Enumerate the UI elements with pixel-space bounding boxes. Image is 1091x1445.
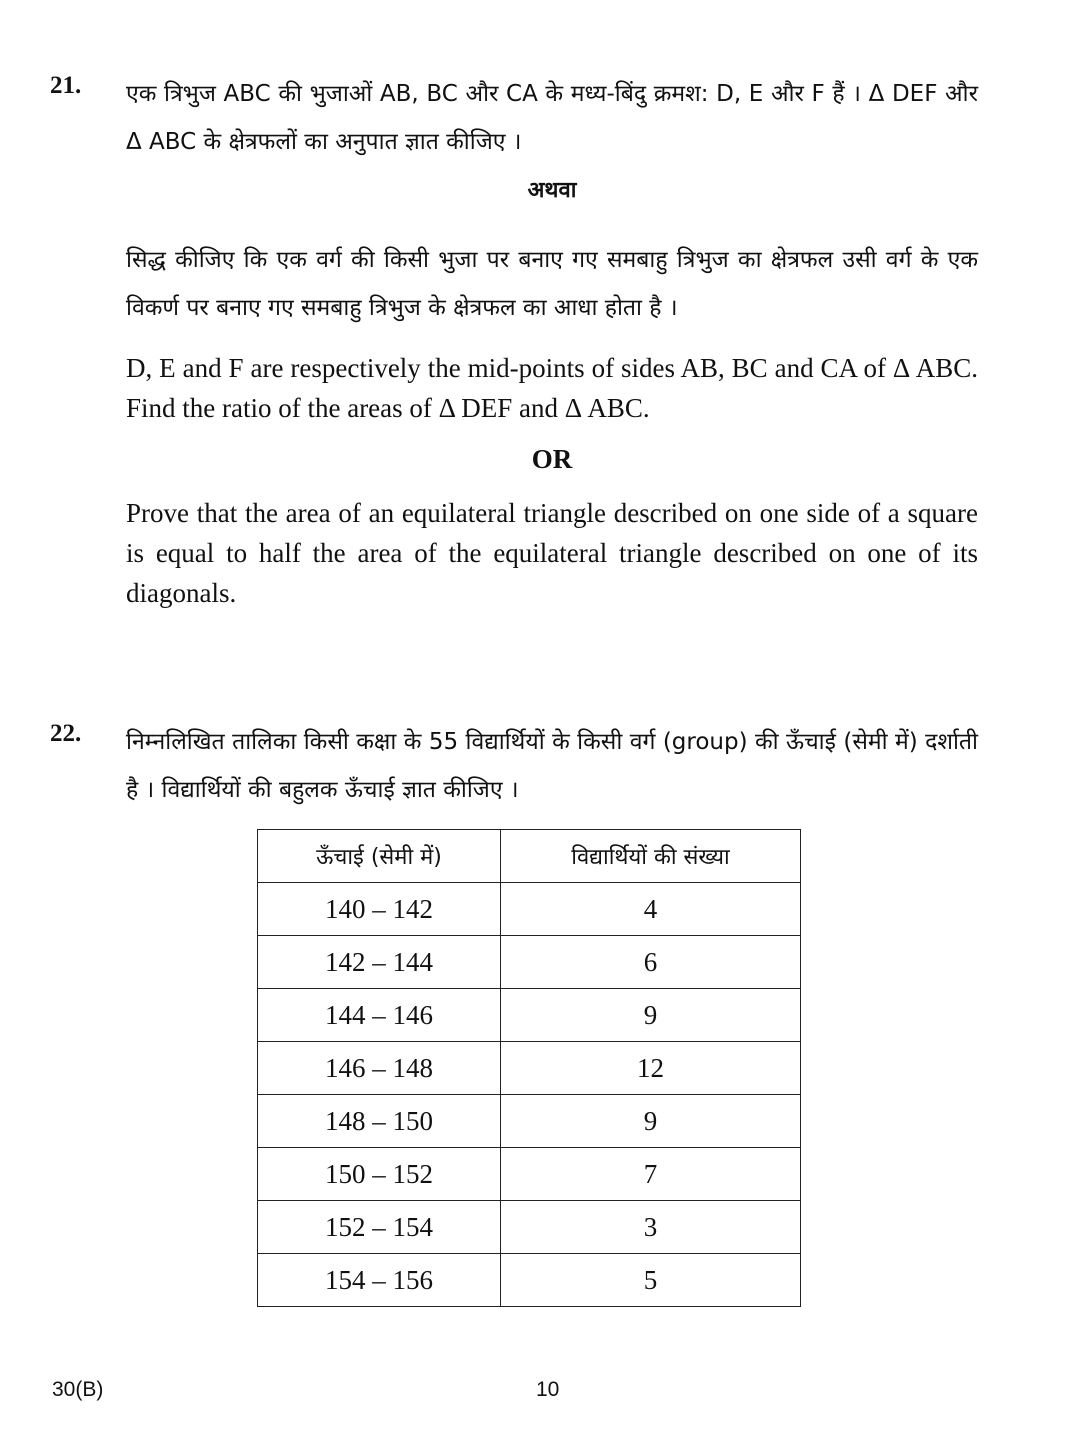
table-row <box>258 883 801 936</box>
count-cell: 9 <box>501 1095 801 1148</box>
question-body <box>126 718 978 814</box>
table-header-row <box>258 830 801 883</box>
table-row <box>258 1148 801 1201</box>
height-cell: 148 – 150 <box>258 1095 501 1148</box>
height-cell: 154 – 156 <box>258 1254 501 1307</box>
page-number: 10 <box>536 1378 560 1401</box>
height-cell: 140 – 142 <box>258 883 501 936</box>
hindi-alternative-text: सिद्ध कीजिए कि एक वर्ग की किसी भुजा पर बनाए गए समबाहु त्रिभुज का क्षेत्रफल उसी वर्ग के एक विकर्ण पर बनाए गए समबाहु त्रिभुज के क्षेत्रफल का आधा होता है । <box>126 247 978 321</box>
question-22 <box>50 718 980 814</box>
table-row <box>258 1095 801 1148</box>
hindi-or-label: अथवा <box>527 178 577 203</box>
count-cell: 6 <box>501 936 801 989</box>
question-number: 21. <box>50 72 82 99</box>
height-cell: 150 – 152 <box>258 1148 501 1201</box>
table-row <box>258 936 801 989</box>
english-alternative-text: Prove that the area of an equilateral triangle described on one side of a square is equal to half the area of the equilateral triangle described on one of its diagonals. <box>126 498 978 608</box>
table-row <box>258 989 801 1042</box>
question-body <box>126 70 978 613</box>
hindi-question-text: एक त्रिभुज ABC की भुजाओं AB, BC और CA के मध्य-बिंदु क्रमश: D, E और F हैं । Δ DEF और Δ ABC के क्षेत्रफलों का अनुपात ज्ञात कीजिए । <box>126 81 978 155</box>
english-question-text: D, E and F are respectively the mid-points of sides AB, BC and CA of Δ ABC. Find the ratio of the areas of Δ DEF and Δ ABC. <box>126 353 978 423</box>
table-row <box>258 1201 801 1254</box>
question-21 <box>50 70 980 613</box>
table-header-height: ऊँचाई (सेमी में) <box>258 830 501 883</box>
count-cell: 3 <box>501 1201 801 1254</box>
height-cell: 152 – 154 <box>258 1201 501 1254</box>
height-cell: 144 – 146 <box>258 989 501 1042</box>
height-frequency-table <box>257 829 801 1307</box>
count-cell: 4 <box>501 883 801 936</box>
table-row <box>258 1254 801 1307</box>
paper-code: 30(B) <box>52 1378 104 1401</box>
table-header-students: विद्यार्थियों की संख्या <box>501 830 801 883</box>
count-cell: 7 <box>501 1148 801 1201</box>
hindi-question-text: निम्नलिखित तालिका किसी कक्षा के 55 विद्यार्थियों के किसी वर्ग (group) की ऊँचाई (सेमी में) दर्शाती है । विद्यार्थियों की बहुलक ऊँचाई ज्ञात कीजिए । <box>126 729 978 803</box>
height-cell: 142 – 144 <box>258 936 501 989</box>
height-cell: 146 – 148 <box>258 1042 501 1095</box>
count-cell: 9 <box>501 989 801 1042</box>
question-number: 22. <box>50 720 82 747</box>
english-or-label: OR <box>531 444 573 474</box>
count-cell: 12 <box>501 1042 801 1095</box>
table-row <box>258 1042 801 1095</box>
count-cell: 5 <box>501 1254 801 1307</box>
